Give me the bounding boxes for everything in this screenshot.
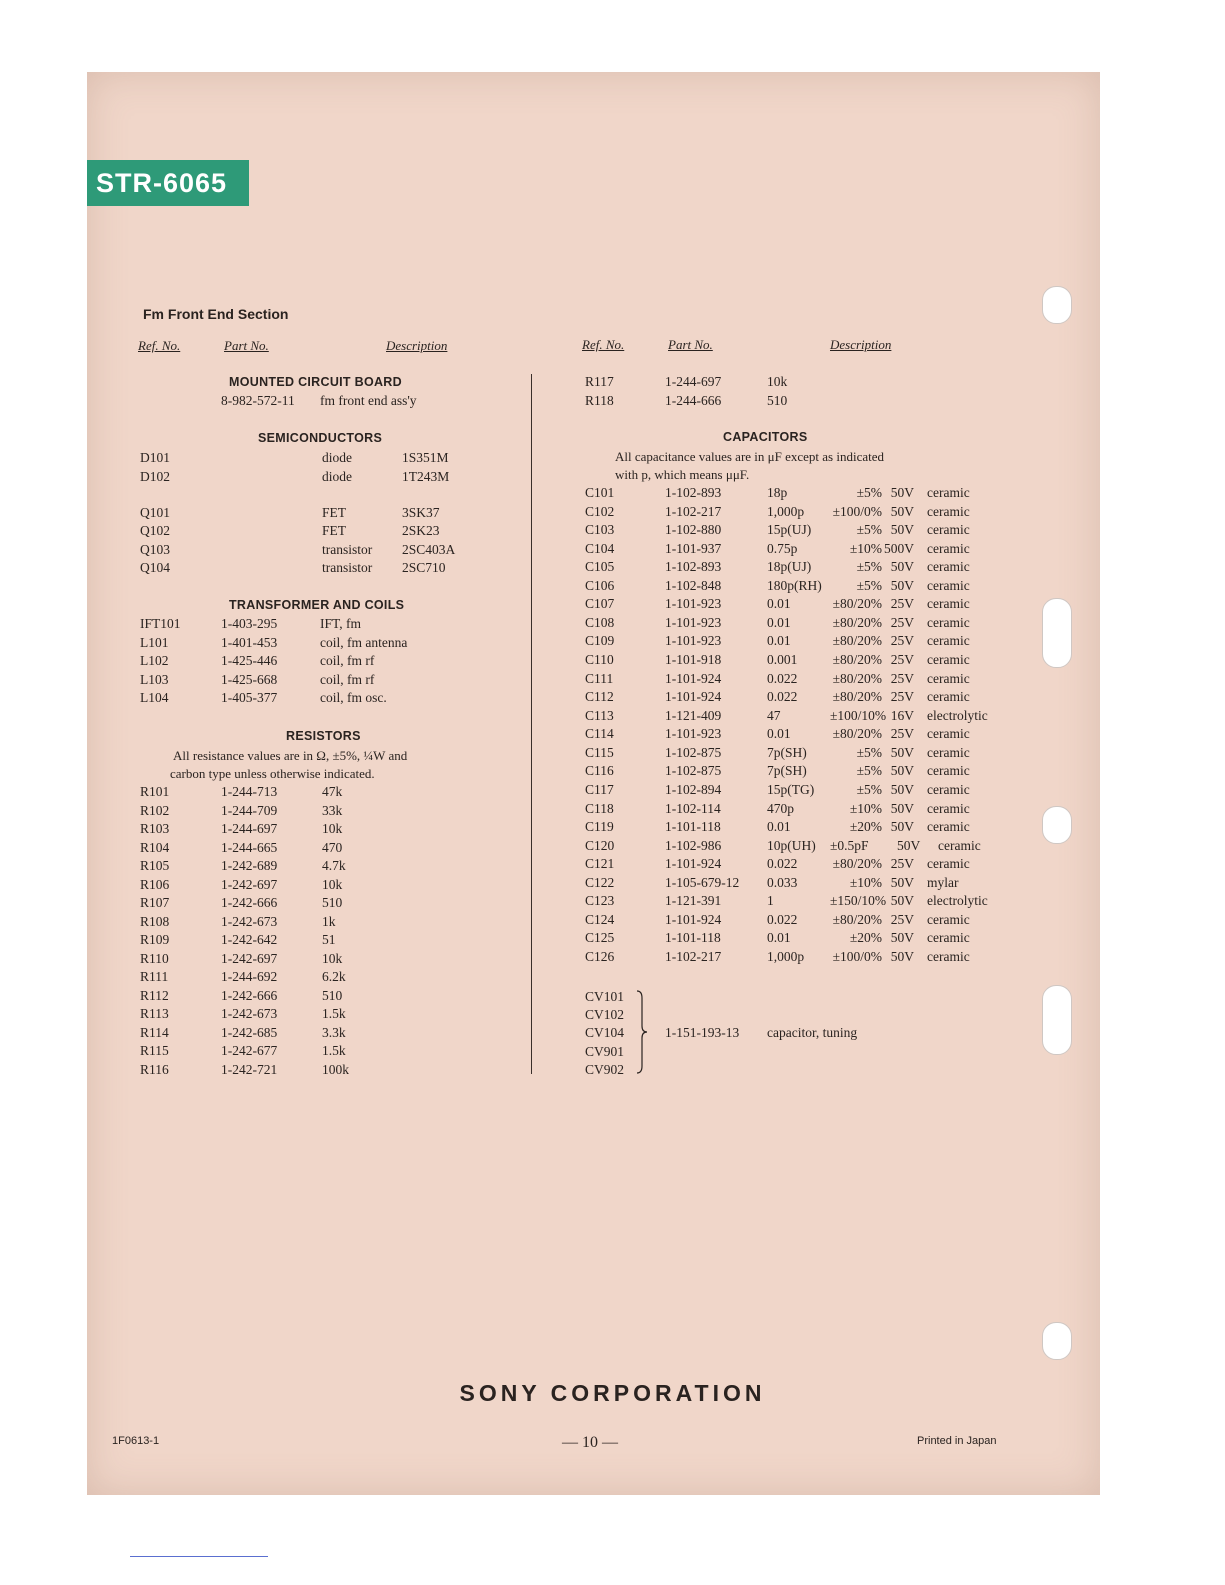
capacitor-part: 1-121-409 <box>665 707 722 723</box>
capacitor-ref: C105 <box>585 559 615 575</box>
resistor-ref: R112 <box>140 987 169 1003</box>
capacitor-tolerance: ±5% <box>856 763 882 779</box>
transformer-heading: TRANSFORMER AND COILS <box>229 598 405 612</box>
capacitor-tolerance: ±5% <box>856 781 882 797</box>
resistor-value: 51 <box>322 932 336 948</box>
coil-ref: L104 <box>140 690 169 706</box>
capacitor-type: ceramic <box>927 689 970 705</box>
capacitor-type: ceramic <box>927 911 970 927</box>
tuning-capacitor-ref: CV101 <box>585 989 625 1004</box>
capacitor-part: 1-102-880 <box>665 522 722 538</box>
resistor-part: 1-242-666 <box>221 895 278 911</box>
capacitor-ref: C115 <box>585 744 614 760</box>
capacitor-voltage: 50V <box>897 837 921 853</box>
binder-hole-3 <box>1042 806 1072 844</box>
page-number: — 10 — <box>562 1434 618 1451</box>
capacitor-part: 1-101-918 <box>665 652 722 668</box>
tuning-capacitor-ref: CV902 <box>585 1062 625 1077</box>
semiconductor-ref: Q102 <box>140 523 170 538</box>
capacitor-type: ceramic <box>927 763 970 779</box>
resistor-part: 1-244-665 <box>221 839 278 855</box>
capacitor-part: 1-102-875 <box>665 763 722 779</box>
capacitor-ref: C126 <box>585 949 615 964</box>
company-name: SONY CORPORATION <box>459 1380 766 1406</box>
capacitor-part: 1-101-923 <box>665 726 722 742</box>
capacitor-ref: C110 <box>585 652 614 668</box>
tuning-capacitor-ref: CV901 <box>585 1044 625 1059</box>
capacitor-ref: C125 <box>585 930 615 946</box>
capacitor-value: 470p <box>767 800 794 816</box>
semiconductor-type: transistor <box>322 542 373 557</box>
mounted-board-desc: fm front end ass'y <box>320 393 417 408</box>
capacitor-voltage: 25V <box>890 670 914 686</box>
binder-hole-4 <box>1042 985 1072 1055</box>
semiconductor-ref: D101 <box>140 450 170 465</box>
capacitor-tolerance: ±10% <box>849 540 882 556</box>
capacitor-ref: C109 <box>585 633 615 649</box>
semiconductor-ref: Q103 <box>140 542 170 557</box>
right-ref-header: Ref. No. <box>582 337 625 352</box>
capacitor-type: electrolytic <box>927 707 988 723</box>
semiconductor-number: 1S351M <box>402 450 449 465</box>
semiconductor-type: FET <box>322 523 347 538</box>
capacitor-voltage: 50V <box>890 522 914 538</box>
capacitor-value: 0.001 <box>767 652 798 668</box>
capacitor-part: 1-102-894 <box>665 781 722 797</box>
tuning-capacitor-ref: CV102 <box>585 1007 625 1022</box>
resistor-value: 10k <box>767 374 788 389</box>
mounted-board-part: 8-982-572-11 <box>221 393 295 408</box>
capacitor-voltage: 50V <box>890 893 914 909</box>
capacitor-part: 1-101-923 <box>665 596 722 612</box>
capacitor-voltage: 50V <box>890 559 914 575</box>
resistor-ref: R103 <box>140 821 170 837</box>
coil-desc: coil, fm rf <box>320 653 375 669</box>
capacitor-part: 1-101-923 <box>665 633 722 649</box>
semiconductor-ref: Q101 <box>140 505 170 520</box>
resistor-part: 1-242-666 <box>221 987 278 1003</box>
semiconductor-number: 2SC710 <box>402 560 446 575</box>
capacitor-ref: C103 <box>585 522 615 538</box>
resistor-part: 1-242-689 <box>221 858 278 874</box>
binder-hole-1 <box>1042 286 1072 324</box>
capacitor-ref: C106 <box>585 577 615 593</box>
coil-ref: L103 <box>140 671 169 687</box>
capacitors-heading: CAPACITORS <box>723 430 808 444</box>
capacitor-value: 7p(SH) <box>767 763 807 779</box>
capacitor-type: ceramic <box>927 559 970 575</box>
capacitor-type: ceramic <box>927 726 970 742</box>
capacitor-ref: C108 <box>585 614 615 630</box>
capacitor-type: ceramic <box>927 856 970 872</box>
capacitor-tolerance: ±80/20% <box>832 670 882 686</box>
tuning-capacitor-part: 1-151-193-13 <box>665 1025 740 1040</box>
capacitor-voltage: 25V <box>890 614 914 630</box>
capacitor-value: 10p(UH) <box>767 837 816 853</box>
resistor-ref: R107 <box>140 895 170 911</box>
capacitor-value: 7p(SH) <box>767 744 807 760</box>
coil-desc: coil, fm osc. <box>320 690 387 706</box>
capacitor-voltage: 50V <box>890 763 914 779</box>
capacitor-tolerance: ±5% <box>856 744 882 760</box>
coil-part: 1-425-668 <box>221 671 278 687</box>
tuning-brace <box>636 990 648 1074</box>
resistor-ref: R104 <box>140 839 170 855</box>
capacitor-part: 1-102-217 <box>665 503 722 519</box>
capacitor-ref: C119 <box>585 819 614 835</box>
capacitor-part: 1-121-391 <box>665 893 722 909</box>
resistor-part: 1-242-697 <box>221 876 278 892</box>
capacitor-ref: C101 <box>585 485 615 500</box>
capacitor-tolerance: ±80/20% <box>832 614 882 630</box>
resistor-ref: R117 <box>585 374 614 389</box>
capacitor-value: 0.75p <box>767 540 798 556</box>
capacitor-voltage: 50V <box>890 503 914 519</box>
capacitor-ref: C123 <box>585 893 615 909</box>
capacitor-part: 1-102-986 <box>665 837 722 853</box>
capacitor-value: 1,000p <box>767 949 805 964</box>
capacitor-part: 1-102-893 <box>665 485 722 500</box>
resistor-ref: R118 <box>585 393 614 408</box>
capacitor-type: ceramic <box>927 633 970 649</box>
capacitor-value: 1 <box>767 893 774 909</box>
capacitor-value: 0.01 <box>767 633 791 649</box>
capacitor-voltage: 50V <box>890 930 914 946</box>
capacitor-type: ceramic <box>927 652 970 668</box>
capacitor-type: ceramic <box>927 596 970 612</box>
capacitor-tolerance: ±20% <box>849 930 882 946</box>
capacitor-type: ceramic <box>927 670 970 686</box>
capacitor-type: ceramic <box>927 949 970 964</box>
column-divider <box>531 374 532 1074</box>
mounted-board-heading: MOUNTED CIRCUIT BOARD <box>229 375 402 389</box>
capacitor-value: 18p(UJ) <box>767 559 812 575</box>
resistor-part: 1-242-677 <box>221 1043 278 1059</box>
coil-part: 1-401-453 <box>221 634 278 650</box>
capacitor-voltage: 25V <box>890 911 914 927</box>
capacitor-ref: C114 <box>585 726 614 742</box>
resistor-part: 1-242-721 <box>221 1061 278 1077</box>
resistor-value: 10k <box>322 950 343 966</box>
capacitor-note-line1: All capacitance values are in μF except as indicated <box>615 449 885 464</box>
resistor-value: 510 <box>322 895 343 911</box>
semiconductor-type: diode <box>322 450 352 465</box>
resistor-value: 3.3k <box>322 1024 346 1040</box>
capacitor-type: ceramic <box>927 800 970 816</box>
capacitor-voltage: 50V <box>890 800 914 816</box>
capacitor-value: 0.01 <box>767 726 791 742</box>
resistor-note-line1: All resistance values are in Ω, ±5%, ¼W and <box>173 748 408 763</box>
resistor-ref: R101 <box>140 784 170 799</box>
capacitor-ref: C120 <box>585 837 615 853</box>
capacitor-ref: C116 <box>585 763 614 779</box>
capacitor-value: 15p(TG) <box>767 781 815 797</box>
resistors-heading: RESISTORS <box>286 729 361 743</box>
semiconductor-type: transistor <box>322 560 373 575</box>
capacitor-tolerance: ±80/20% <box>832 911 882 927</box>
capacitor-value: 0.01 <box>767 614 791 630</box>
capacitor-voltage: 25V <box>890 633 914 649</box>
resistor-ref: R108 <box>140 913 170 929</box>
capacitor-part: 1-101-118 <box>665 930 721 946</box>
capacitor-tolerance: ±150/10% <box>830 893 887 909</box>
resistor-part: 1-242-673 <box>221 913 278 929</box>
capacitor-tolerance: ±100/0% <box>832 949 882 964</box>
resistor-ref: R113 <box>140 1006 169 1022</box>
capacitor-tolerance: ±10% <box>849 800 882 816</box>
left-desc-header: Description <box>386 338 448 353</box>
resistor-ref: R106 <box>140 876 170 892</box>
capacitor-part: 1-101-924 <box>665 689 722 705</box>
resistor-value: 100k <box>322 1061 349 1077</box>
left-part-header: Part No. <box>224 338 269 353</box>
capacitor-type: ceramic <box>927 503 970 519</box>
capacitor-tolerance: ±80/20% <box>832 856 882 872</box>
resistor-value: 47k <box>322 784 343 799</box>
capacitor-value: 180p(RH) <box>767 577 822 593</box>
semiconductor-number: 2SK23 <box>402 523 440 538</box>
capacitor-voltage: 25V <box>890 726 914 742</box>
resistor-value: 6.2k <box>322 969 346 985</box>
capacitor-part: 1-101-924 <box>665 670 722 686</box>
capacitor-ref: C113 <box>585 707 614 723</box>
model-badge: STR-6065 <box>87 160 249 206</box>
capacitor-type: ceramic <box>927 540 970 556</box>
resistor-value: 1k <box>322 913 336 929</box>
capacitor-part: 1-102-848 <box>665 577 722 593</box>
capacitor-part: 1-101-923 <box>665 614 722 630</box>
tuning-capacitor-ref: CV104 <box>585 1025 625 1040</box>
resistor-part: 1-242-697 <box>221 950 278 966</box>
capacitor-tolerance: ±5% <box>856 577 882 593</box>
capacitor-part: 1-102-217 <box>665 949 722 964</box>
capacitor-part: 1-101-924 <box>665 911 722 927</box>
resistor-value: 470 <box>322 839 343 855</box>
resistor-part: 1-244-709 <box>221 802 278 818</box>
capacitor-voltage: 50V <box>890 577 914 593</box>
capacitor-voltage: 500V <box>884 540 914 556</box>
capacitor-part: 1-101-924 <box>665 856 722 872</box>
resistor-part: 1-244-697 <box>221 821 278 837</box>
capacitor-type: mylar <box>927 874 959 890</box>
resistor-ref: R109 <box>140 932 170 948</box>
coil-part: 1-405-377 <box>221 690 278 706</box>
capacitor-tolerance: ±80/20% <box>832 726 882 742</box>
capacitor-ref: C118 <box>585 800 614 816</box>
semiconductor-number: 1T243M <box>402 469 450 484</box>
capacitor-voltage: 25V <box>890 689 914 705</box>
resistor-part: 1-244-697 <box>665 374 722 389</box>
capacitor-type: ceramic <box>927 522 970 538</box>
resistor-ref: R105 <box>140 858 170 874</box>
resistor-note-line2: carbon type unless otherwise indicated. <box>170 766 375 781</box>
capacitor-voltage: 16V <box>890 707 914 723</box>
right-part-header: Part No. <box>668 337 713 352</box>
printed-in: Printed in Japan <box>917 1435 997 1447</box>
capacitor-type: ceramic <box>927 577 970 593</box>
resistor-value: 510 <box>767 393 788 408</box>
capacitor-type: ceramic <box>938 837 981 853</box>
capacitor-value: 0.01 <box>767 930 791 946</box>
capacitor-type: ceramic <box>927 614 970 630</box>
capacitor-part: 1-102-893 <box>665 559 722 575</box>
semiconductors-heading: SEMICONDUCTORS <box>258 431 383 445</box>
resistor-value: 10k <box>322 876 343 892</box>
capacitor-type: electrolytic <box>927 893 988 909</box>
resistor-part: 1-244-666 <box>665 393 722 408</box>
capacitor-value: 18p <box>767 485 788 500</box>
resistor-part: 1-244-713 <box>221 784 278 799</box>
coil-part: 1-403-295 <box>221 616 278 631</box>
capacitor-ref: C117 <box>585 781 614 797</box>
capacitor-tolerance: ±80/20% <box>832 633 882 649</box>
capacitor-ref: C122 <box>585 874 615 890</box>
binder-hole-5 <box>1042 1322 1072 1360</box>
capacitor-ref: C107 <box>585 596 615 612</box>
capacitor-voltage: 50V <box>890 874 914 890</box>
capacitor-ref: C112 <box>585 689 614 705</box>
resistor-part: 1-244-692 <box>221 969 278 985</box>
capacitor-voltage: 50V <box>890 744 914 760</box>
coil-ref: L102 <box>140 653 169 669</box>
tuning-capacitor-desc: capacitor, tuning <box>767 1025 858 1040</box>
capacitor-part: 1-102-114 <box>665 800 721 816</box>
resistor-ref: R115 <box>140 1043 169 1059</box>
capacitor-value: 0.033 <box>767 874 798 890</box>
capacitor-ref: C121 <box>585 856 615 872</box>
resistor-value: 1.5k <box>322 1006 346 1022</box>
resistor-value: 510 <box>322 987 343 1003</box>
capacitor-ref: C111 <box>585 670 614 686</box>
capacitor-part: 1-101-118 <box>665 819 721 835</box>
resistor-ref: R114 <box>140 1024 169 1040</box>
capacitor-note-line2: with p, which means μμF. <box>615 467 750 482</box>
capacitor-value: 47 <box>767 707 781 723</box>
capacitor-type: ceramic <box>927 485 970 500</box>
coil-part: 1-425-446 <box>221 653 278 669</box>
capacitor-type: ceramic <box>927 819 970 835</box>
resistor-value: 10k <box>322 821 343 837</box>
coil-ref: IFT101 <box>140 616 181 631</box>
capacitor-type: ceramic <box>927 744 970 760</box>
capacitor-ref: C102 <box>585 503 615 519</box>
capacitor-tolerance: ±5% <box>856 522 882 538</box>
left-ref-header: Ref. No. <box>138 338 181 353</box>
resistor-value: 1.5k <box>322 1043 346 1059</box>
capacitor-value: 0.022 <box>767 856 798 872</box>
capacitor-tolerance: ±80/20% <box>832 689 882 705</box>
capacitor-tolerance: ±100/10% <box>830 707 887 723</box>
coil-desc: coil, fm antenna <box>320 634 408 650</box>
capacitor-part: 1-102-875 <box>665 744 722 760</box>
capacitor-tolerance: ±80/20% <box>832 596 882 612</box>
capacitor-part: 1-101-937 <box>665 540 722 556</box>
semiconductor-number: 2SC403A <box>402 542 456 557</box>
semiconductor-type: FET <box>322 505 347 520</box>
binder-hole-2 <box>1042 598 1072 668</box>
resistor-ref: R110 <box>140 950 169 966</box>
capacitor-value: 0.01 <box>767 819 791 835</box>
capacitor-ref: C124 <box>585 911 615 927</box>
semiconductor-ref: D102 <box>140 469 170 484</box>
capacitor-voltage: 25V <box>890 596 914 612</box>
capacitor-voltage: 50V <box>890 781 914 797</box>
resistor-value: 4.7k <box>322 858 346 874</box>
capacitor-tolerance: ±5% <box>856 559 882 575</box>
capacitor-value: 1,000p <box>767 503 805 519</box>
semiconductor-ref: Q104 <box>140 560 170 575</box>
coil-desc: coil, fm rf <box>320 671 375 687</box>
capacitor-value: 0.022 <box>767 911 798 927</box>
coil-desc: IFT, fm <box>320 616 361 631</box>
capacitor-tolerance: ±5% <box>856 485 882 500</box>
resistor-part: 1-242-642 <box>221 932 278 948</box>
semiconductor-number: 3SK37 <box>402 505 440 520</box>
capacitor-tolerance: ±0.5pF <box>830 837 869 853</box>
capacitor-voltage: 50V <box>890 485 914 500</box>
capacitor-voltage: 25V <box>890 652 914 668</box>
capacitor-voltage: 50V <box>890 819 914 835</box>
capacitor-tolerance: ±10% <box>849 874 882 890</box>
capacitor-type: ceramic <box>927 930 970 946</box>
resistor-ref: R102 <box>140 802 170 818</box>
capacitor-value: 0.022 <box>767 689 798 705</box>
coil-ref: L101 <box>140 634 169 650</box>
resistor-ref: R111 <box>140 969 169 985</box>
capacitor-tolerance: ±80/20% <box>832 652 882 668</box>
capacitor-voltage: 25V <box>890 856 914 872</box>
document-code: 1F0613-1 <box>112 1435 160 1447</box>
capacitor-part: 1-105-679-12 <box>665 874 740 890</box>
capacitor-ref: C104 <box>585 540 615 556</box>
capacitor-value: 0.01 <box>767 596 791 612</box>
resistor-part: 1-242-673 <box>221 1006 278 1022</box>
capacitor-tolerance: ±100/0% <box>832 503 882 519</box>
capacitor-value: 0.022 <box>767 670 798 686</box>
section-title: Fm Front End Section <box>143 306 289 322</box>
right-desc-header: Description <box>830 337 892 352</box>
bottom-rule <box>130 1556 268 1557</box>
capacitor-tolerance: ±20% <box>849 819 882 835</box>
capacitor-value: 15p(UJ) <box>767 522 812 538</box>
capacitor-type: ceramic <box>927 781 970 797</box>
resistor-ref: R116 <box>140 1061 169 1077</box>
resistor-part: 1-242-685 <box>221 1024 278 1040</box>
semiconductor-type: diode <box>322 469 352 484</box>
resistor-value: 33k <box>322 802 343 818</box>
capacitor-voltage: 50V <box>890 949 914 964</box>
